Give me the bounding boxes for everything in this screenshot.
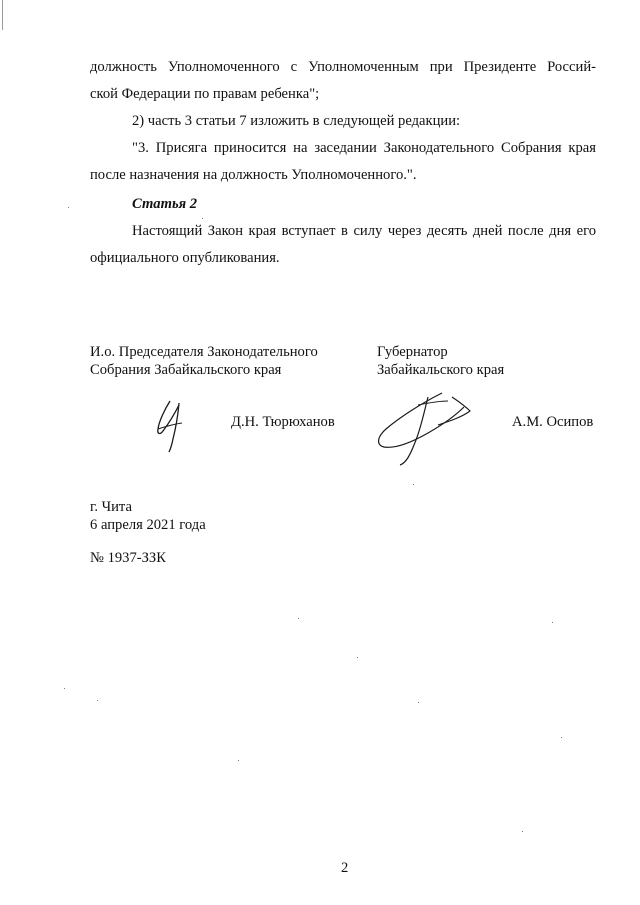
right-signatory-title-1: Губернатор bbox=[377, 344, 448, 360]
right-signatory-title-2: Забайкальского края bbox=[377, 362, 505, 378]
date: 6 апреля 2021 года bbox=[90, 517, 206, 533]
article-title: Статья 2 bbox=[132, 196, 198, 212]
paragraph-line-2: ской Федерации по правам ребенка"; bbox=[90, 86, 320, 102]
page-number: 2 bbox=[341, 860, 349, 876]
paragraph-line-1: должность Уполномоченного с Уполномоченным при Президенте Россий- bbox=[90, 59, 596, 75]
left-signatory-title-2: Собрания Забайкальского края bbox=[90, 362, 282, 378]
document-number: № 1937-ЗЗК bbox=[90, 550, 166, 566]
scan-speck bbox=[97, 700, 98, 701]
scan-speck bbox=[202, 218, 203, 219]
left-signatory-title-1: И.о. Председателя Законодательного bbox=[90, 344, 318, 360]
scan-speck bbox=[238, 760, 239, 761]
scan-speck bbox=[64, 688, 65, 689]
place: г. Чита bbox=[90, 499, 132, 515]
left-signature bbox=[145, 395, 210, 455]
scan-speck bbox=[522, 831, 523, 832]
paragraph-line-6: Настоящий Закон края вступает в силу через десять дней после дня его bbox=[132, 223, 596, 239]
scan-speck bbox=[552, 622, 553, 623]
scan-speck bbox=[413, 484, 414, 485]
right-signature bbox=[372, 385, 477, 470]
paragraph-line-4: "3. Присяга приносится на заседании Законодательного Собрания края bbox=[132, 140, 596, 156]
scan-speck bbox=[298, 618, 299, 619]
scan-speck bbox=[68, 207, 69, 208]
scan-speck bbox=[561, 737, 562, 738]
left-signatory-name: Д.Н. Тюрюханов bbox=[231, 414, 335, 430]
scan-speck bbox=[357, 657, 358, 658]
paragraph-line-3: 2) часть 3 статьи 7 изложить в следующей редакции: bbox=[132, 113, 461, 129]
paragraph-line-7: официального опубликования. bbox=[90, 250, 280, 266]
page-edge-mark bbox=[2, 0, 3, 30]
paragraph-line-5: после назначения на должность Уполномоченного.". bbox=[90, 167, 417, 183]
scan-speck bbox=[418, 702, 419, 703]
right-signatory-name: А.М. Осипов bbox=[512, 414, 594, 430]
